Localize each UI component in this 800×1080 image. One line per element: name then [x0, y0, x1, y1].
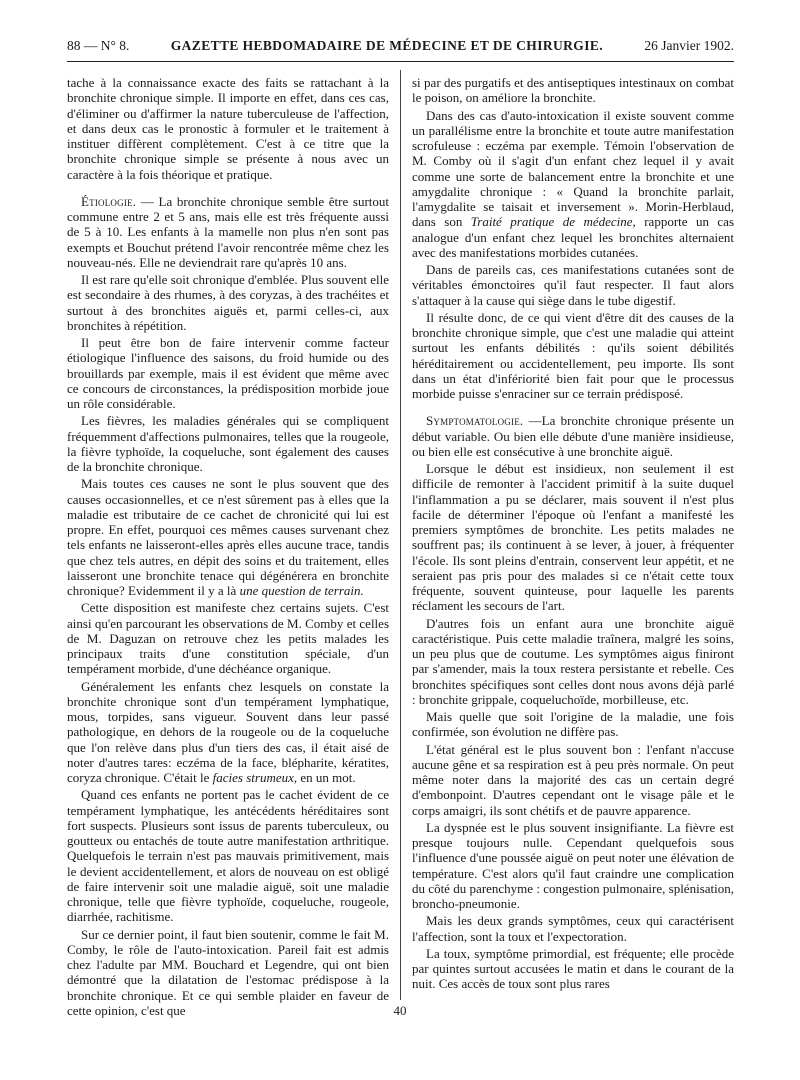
paragraph — [67, 476, 389, 598]
paragraph — [412, 108, 734, 261]
running-header — [67, 38, 734, 56]
paragraph — [412, 616, 734, 708]
text-run: Mais toutes ces causes ne sont le plus souvent que des causes occasionnelles, et ce n'est sûrement pas à elles que la maladie est tributaire de ce cachet de chronicité qui lui est propre. En effet, pourquoi ces mêmes causes survenant chez tels enfants ne laisseront-elles après elles aucune trace, tandis que chez tels autres, en dépit des soins et du traitement, elles laisseront une bronchite tenace qui dégénérera en bronchite chronique? Evidemment il y a là — [67, 476, 389, 598]
paragraph — [67, 413, 389, 474]
italic-text: facies strumeux — [212, 770, 294, 785]
text-run: Dans de pareils cas, ces manifestations cutanées sont de véritables émonctoires qu'il faut respecter. Il faut alors s'attaquer à la cause qui siège dans le tube digestif. — [412, 262, 734, 308]
text-run: Il est rare qu'elle soit chronique d'emblée. Plus souvent elle est secondaire à des rhumes, à des coryzas, à des trachéites et surtout à des bronchites aiguës et, parmi celles-ci, aux bronchites à répétition. — [67, 272, 389, 333]
paragraph — [67, 75, 389, 182]
right-column — [412, 75, 734, 994]
text-run: La dyspnée est le plus souvent insignifiante. La fièvre est presque toujours nulle. Cependant quelquefois sous l'influence d'une poussée aiguë on peut noter une élévation de température. C'est alors qu'il faut craindre une complication du côté du parenchyme : congestion pulmonaire, splénisation, broncho-pneumonie. — [412, 819, 734, 911]
text-run: Sur ce dernier point, il faut bien soutenir, comme le fait M. Comby, le rôle de l'auto-intoxication. Pareil fait est admis chez l'adulte par MM. Bouchard et Legendre, qui ont bien démontré que la dilatation de l'estomac prédispose à la bronchite chronique. Et ce qui semble plaider en faveur de cette opinion, c'est que — [67, 926, 389, 1018]
paragraph — [412, 709, 734, 740]
page-number-issue: 88 — N° 8. — [67, 38, 130, 53]
text-run: Mais quelle que soit l'origine de la maladie, une fois confirmée, son évolution ne diffère pas. — [412, 709, 734, 740]
text-run: Dans des cas d'auto-intoxication il existe souvent comme un parallélisme entre la bronchite et toute autre manifestation scrofuleuse : eczéma par exemple. Témoin l'observation de M. Comby où il s'agit d'un enfant chez lequel il y avait comme une sorte de balancement entre la bronchite et une amygdalite chronique : « Quand la bronchite parlait, l'amygdalite se taisait et inversement ». Morin-Herblaud, dans son — [412, 107, 734, 230]
text-run: Lorsque le début est insidieux, non seulement il est difficile de remonter à l'accident primitif à la suite duquel l'inflammation a pu se déclarer, mais souvent il n'est plus facile de déterminer l'époque où l'enfant a manifesté les premiers symptômes de bronchite. Les petits malades ne souffrent pas; ils continuent à se lever, à jouer, à fréquenter l'école. Ils sont pleins d'entrain, conservent leur appétit, et ne seraient pas pris pour des malades si ce n'était cette toux fréquente, souvent quinteuse, pour laquelle les parents réclament les secours de l'art. — [412, 461, 734, 614]
paragraph — [412, 913, 734, 944]
text-run: La toux, symptôme primordial, est fréquente; elle procède par quintes surtout accusées le matin et dans le courant de la nuit. Ces accès de toux sont plus rares — [412, 945, 734, 992]
header-rule — [67, 61, 734, 62]
section-heading: Symptomatologie. — [426, 413, 524, 429]
paragraph — [412, 75, 734, 106]
italic-text: une question de terrain. — [239, 583, 364, 598]
paragraph — [412, 310, 734, 402]
text-run: , rapporte un cas analogue d'un enfant chez lequel les bronchites alternaient avec des manifestations morbides cutanées. — [412, 214, 735, 260]
column-divider — [400, 70, 401, 1000]
paragraph — [67, 679, 389, 786]
paragraph — [412, 413, 734, 459]
section-heading: Étiologie. — [81, 193, 137, 209]
journal-title: GAZETTE HEBDOMADAIRE DE MÉDECINE ET DE CHIRURGIE. — [170, 38, 604, 53]
text-run: Il résulte donc, de ce qui vient d'être dit des causes de la bronchite chronique simple, que c'est une maladie qui atteint surtout les enfants débilités : qu'ils soient débilités héréditairement ou accidentellement, peu importe. Ils sont dans un état d'infériorité bien fait pour que le processus morbide puisse s'enraciner sur ce terrain prédisposé. — [412, 309, 734, 401]
paragraph — [67, 335, 389, 411]
left-column — [67, 75, 389, 1020]
text-run: Généralement les enfants chez lesquels on constate la bronchite chronique sont d'un tempérament lymphatique, mous, torpides, sans vigueur. Souvent dans leur passé pathologique, en dehors de la rougeole ou de la coqueluche que l'on relève dans plus d'un tiers des cas, il était aisé de noter d'autres tares: eczéma de la face, blépharite, kératites, coryza chronique. C'était le — [67, 678, 389, 785]
text-run: Quand ces enfants ne portent pas le cachet évident de ce tempérament lymphatique, les antécédents héréditaires sont fort suspects. Plusieurs sont issus de parents tuberculeux, ou goutteux ou entachés de toute autre manifestation arthritique. Quelquefois le terrain n'est pas mauvais primitivement, mais le devient accidentellement, et alors de nouveau on est obligé de faire intervenir soit une maladie aiguë, soit une maladie chronique, telle que fièvre typhoïde, coqueluche, rougeole, diarrhée, rachitisme. — [67, 787, 389, 925]
paragraph — [412, 262, 734, 308]
text-run: Cette disposition est manifeste chez certains sujets. C'est ainsi qu'en parcourant les observations de M. Comby et celles de M. Daguzan on retrouve chez les petits malades les principaux traits d'une constitution spéciale, d'un tempérament morbide, d'une déchéance organique. — [67, 600, 389, 677]
text-run: — La bronchite chronique semble être surtout commune entre 2 et 5 ans, mais elle est très fréquente aussi de 5 à 10. Les enfants à la mamelle non plus n'en sont pas exempts et Bouchut prétend l'avoir rencontrée même chez les nouveau-nés. Elle ne deviendrait rare qu'après 10 ans. — [67, 193, 389, 270]
paragraph — [67, 787, 389, 924]
paragraph — [412, 946, 734, 992]
text-run: Mais les deux grands symptômes, ceux qui caractérisent l'affection, sont la toux et l'expectoration. — [412, 913, 734, 944]
paragraph — [67, 194, 389, 270]
paragraph — [412, 742, 734, 818]
italic-text: Traité pratique de médecine — [470, 214, 633, 230]
paragraph — [67, 600, 389, 676]
text-run: , en un mot. — [293, 770, 356, 785]
paragraph — [412, 820, 734, 912]
text-run: L'état général est le plus souvent bon : l'enfant n'accuse aucune gêne et sa respiration est à peu près normale. On peut même noter dans la majorité des cas un certain degré d'embonpoint. D'autres cependant ont le visage pâle et le corps amaigri, ils sont chétifs et de pauvre apparence. — [412, 741, 734, 818]
text-run: —La bronchite chronique présente un début variable. Ou bien elle débute d'une manière insidieuse, ou bien elle est consécutive à une bronchite aiguë. — [412, 413, 734, 459]
text-run: D'autres fois un enfant aura une bronchite aiguë caractéristique. Puis cette maladie traînera, malgré les soins, un peu plus que de coutume. Les symptômes aigus finiront par s'amender, mais la toux restera persistante et rebelle. Ces bronchites spécifiques sont celles dont nous avons déjà parlé : bronchite grippale, coqueluchoïde, morbilleuse, etc. — [412, 615, 734, 707]
text-run: Il peut être bon de faire intervenir comme facteur étiologique l'influence des saisons, du froid humide ou des brouillards par exemple, mais il est évident que même avec ce concours de circonstances, la prédisposition morbide joue un rôle considérable. — [67, 335, 389, 411]
text-run: Les fièvres, les maladies générales qui se compliquent fréquemment d'affections pulmonaires, telles que la rougeole, la fièvre typhoïde, la coqueluche, sont également des causes de la bronchite chronique. — [67, 413, 389, 474]
issue-date: 26 Janvier 1902. — [644, 38, 734, 53]
text-run: tache à la connaissance exacte des faits se rattachant à la bronchite chronique simple. Il importe en effet, dans ces cas, d'éliminer ou d'affirmer la nature tuberculeuse de l'affection, et dans deux cas le pronostic à formuler et le traitement à instituer diffèrent complètement. C'est à ce titre que la bronchite chronique simple se présente à nous avec un caractère à la fois théorique et pratique. — [67, 75, 389, 182]
paragraph — [67, 272, 389, 333]
text-run: si par des purgatifs et des antiseptiques intestinaux on combat le poison, on améliore la bronchite. — [412, 75, 734, 106]
folio: 40 — [393, 1003, 407, 1018]
paragraph — [412, 461, 734, 614]
